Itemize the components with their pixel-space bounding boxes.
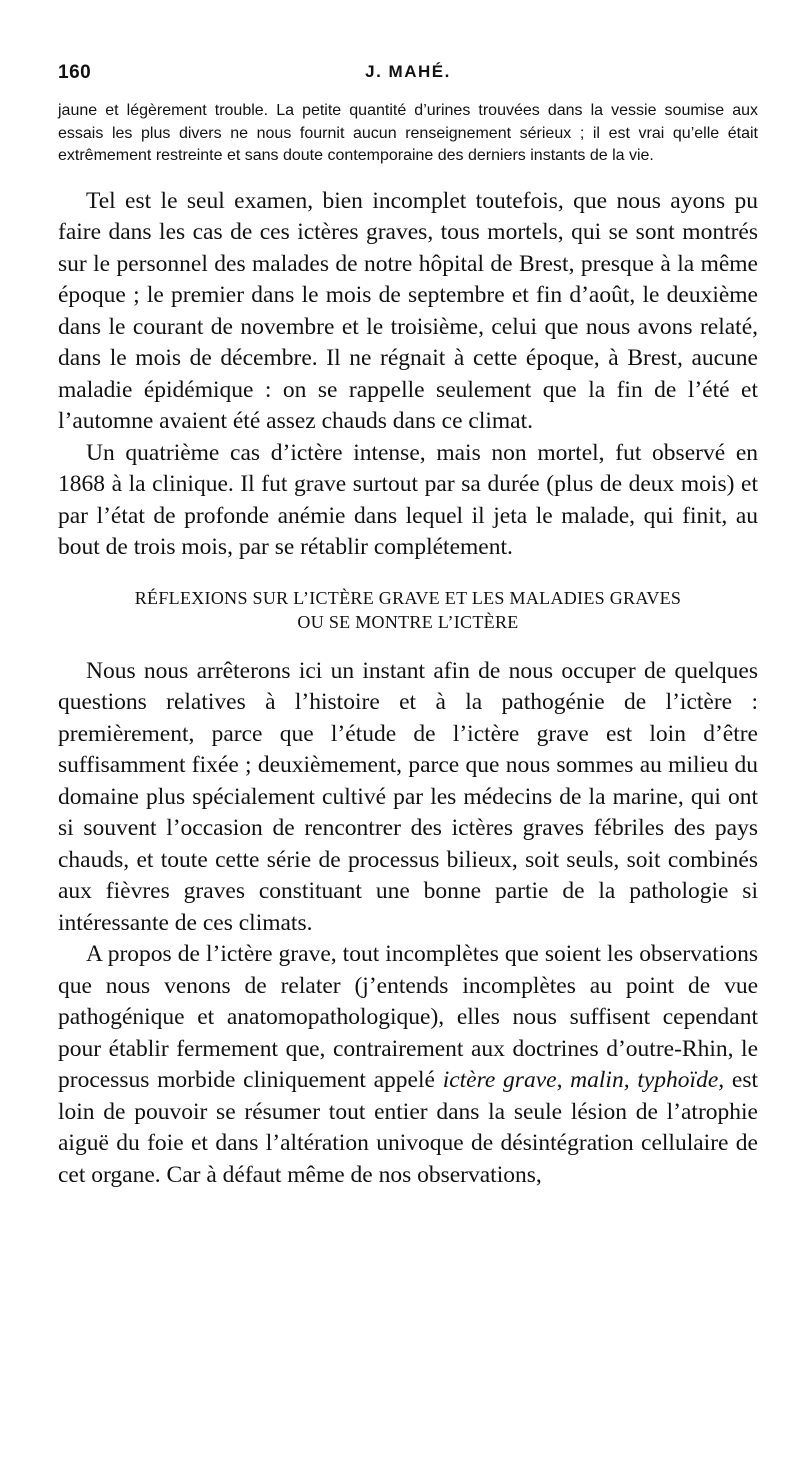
paragraph-text-after-italic: est loin de pouvoir se résumer tout entier dans la seule lésion de l’atrophie aiguë du foie et dans l’altération univoque de désintégration cellulaire de cet organe. Car à défaut même de nos observations, <box>58 1067 758 1188</box>
section-heading-line-1: RÉFLEXIONS SUR L’ICTÈRE GRAVE ET LES MALADIES GRAVES <box>134 587 682 608</box>
section-heading-line-2: OU SE MONTRE L’ICTÈRE <box>297 611 519 632</box>
book-page <box>58 62 758 1191</box>
section-heading <box>58 586 758 634</box>
page-number: 160 <box>58 62 92 83</box>
running-head: J. MAHÉ. <box>365 62 451 81</box>
paragraph-fourth-case: Un quatrième cas d’ictère intense, mais non mortel, fut observé en 1868 à la clinique. Il fut grave surtout par sa durée (plus de deux mois) et par l’état de profonde anémie dans lequel il jeta le malade, qui finit, au bout de trois mois, par se rétablir complétement. <box>58 439 758 560</box>
intro-paragraph: jaune et légèrement trouble. La petite quantité d’urines trouvées dans la vessie soumise aux essais les plus divers ne nous fournit aucun renseignement sérieux ; il est vrai qu’elle était extrêmement restreinte et sans doute contemporaine des derniers instants de la vie. <box>58 102 758 164</box>
page-header <box>58 62 758 90</box>
paragraph-reflections: Nous nous arrêterons ici un instant afin de nous occuper de quelques questions relatives à l’histoire et à la pathogénie de l’ictère : premièrement, parce que l’étude de l’ictère grave est loin d’être suffisamment fixée ; deuxièmement, parce que nous sommes au milieu du domaine plus spécialement cultivé par les médecins de la marine, qui ont si souvent l’occasion de rencontrer des ictères graves fébriles des pays chauds, et toute cette série de processus bilieux, soit seuls, soit combinés aux fièvres graves constituant une bonne partie de la pathologie si intéressante de ces climats. <box>58 657 758 936</box>
paragraph-grave-icterus <box>58 939 758 1191</box>
paragraph-exam-summary: Tel est le seul examen, bien incomplet toutefois, que nous ayons pu faire dans les cas de ces ictères graves, tous mortels, qui se sont montrés sur le personnel des malades de notre hôpital de Brest, presque à la même époque ; le premier dans le mois de septembre et fin d’août, le deuxième dans le courant de novembre et le troisième, celui que nous avons relaté, dans le mois de décembre. Il ne régnait à cette époque, à Brest, aucune maladie épidémique : on se rappelle seulement que la fin de l’été et l’automne avaient été assez chauds dans ce climat. <box>58 187 758 434</box>
italic-terms: ictère grave, malin, typhoïde, <box>442 1067 725 1093</box>
paragraph-text-before-italic: A propos de l’ictère grave, tout incomplètes que soient les observations que nous venons de relater (j’entends incomplètes au point de vue pathogénique et anatomopathologique), elles nous suffisent cependant pour établir fermement que, contrairement aux doctrines d’outre-Rhin, le processus morbide cliniquement appelé <box>58 941 758 1093</box>
